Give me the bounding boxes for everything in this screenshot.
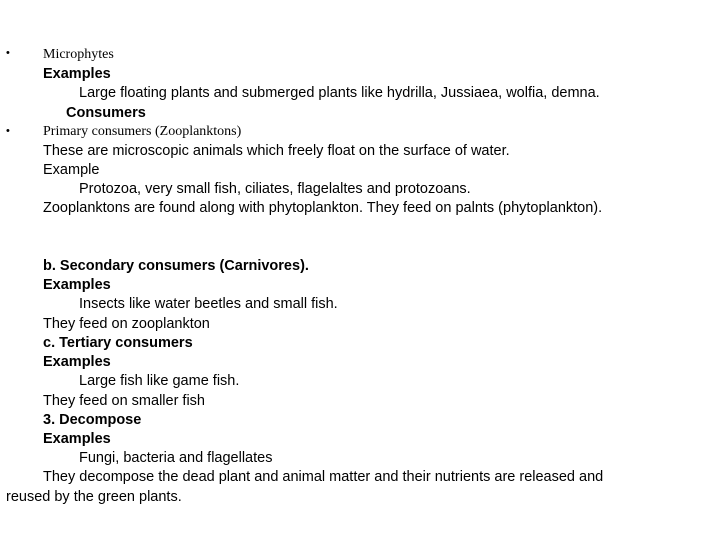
tertiary-examples-label: Examples bbox=[43, 354, 111, 370]
bullet-marker: • bbox=[6, 47, 10, 59]
microphytes-examples-text: Large floating plants and submerged plants like hydrilla, Jussiaea, wolfia, demna. bbox=[79, 85, 600, 101]
microphytes-examples-label: Examples bbox=[43, 66, 111, 82]
primary-consumers-note: Zooplanktons are found along with phytoplankton. They feed on palnts (phytoplankton). bbox=[43, 200, 603, 216]
decompose-examples-label: Examples bbox=[43, 431, 111, 447]
tertiary-consumers-heading: c. Tertiary consumers bbox=[43, 335, 193, 351]
decompose-examples-text: Fungi, bacteria and flagellates bbox=[79, 450, 273, 466]
secondary-examples-label: Examples bbox=[43, 277, 111, 293]
secondary-consumers-heading: b. Secondary consumers (Carnivores). bbox=[43, 258, 309, 274]
decompose-heading: 3. Decompose bbox=[43, 412, 142, 428]
primary-consumers-heading: Primary consumers (Zooplanktons) bbox=[43, 124, 242, 139]
tertiary-examples-text: Large fish like game fish. bbox=[79, 373, 240, 389]
secondary-feeds-on: They feed on zooplankton bbox=[43, 316, 210, 332]
primary-example-text: Protozoa, very small fish, ciliates, flagelaltes and protozoans. bbox=[79, 181, 471, 197]
microphytes-heading: Microphytes bbox=[43, 47, 114, 62]
primary-consumers-description: These are microscopic animals which freely float on the surface of water. bbox=[43, 143, 510, 159]
bullet-marker: • bbox=[6, 125, 10, 137]
tertiary-feeds-on: They feed on smaller fish bbox=[43, 393, 205, 409]
primary-example-label: Example bbox=[43, 162, 100, 178]
decompose-description-line2: reused by the green plants. bbox=[6, 489, 182, 505]
consumers-heading: Consumers bbox=[66, 105, 146, 121]
decompose-description-line1: They decompose the dead plant and animal matter and their nutrients are released and bbox=[43, 469, 604, 485]
secondary-examples-text: Insects like water beetles and small fish. bbox=[79, 296, 338, 312]
